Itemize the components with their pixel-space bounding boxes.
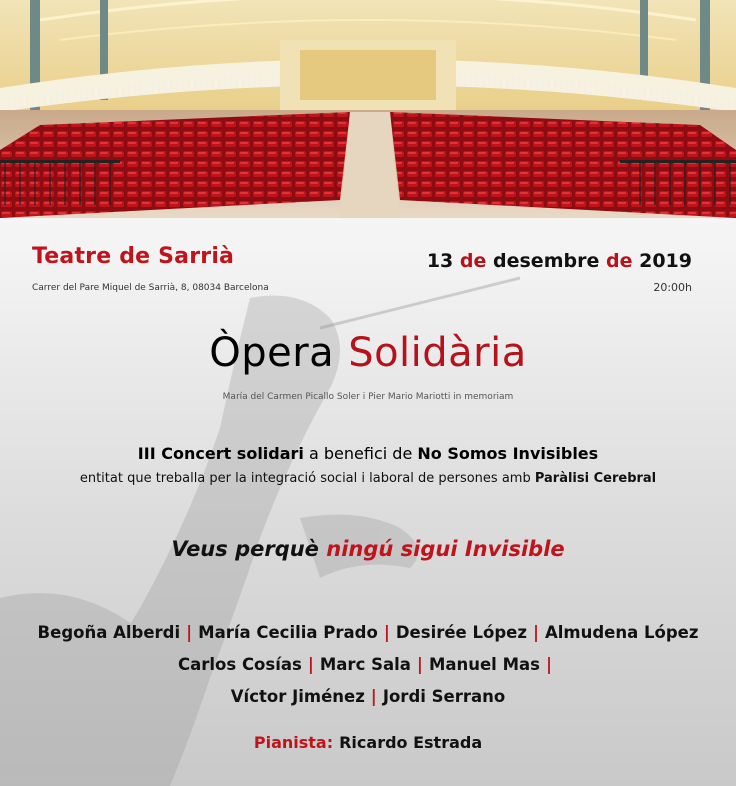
- date-de-2: de: [605, 250, 633, 272]
- artist-name: Carlos Cosías: [178, 655, 302, 674]
- venue-address: Carrer del Pare Miquel de Sarrià, 8, 08034 Barcelona: [32, 283, 269, 293]
- event-date: [427, 250, 692, 272]
- venue-name: Teatre de Sarrià: [32, 244, 235, 269]
- title-word-2: Solidària: [348, 330, 527, 376]
- artist-name: Desirée López: [395, 623, 527, 642]
- date-de-1: de: [459, 250, 487, 272]
- artist-name: Manuel Mas: [428, 655, 540, 674]
- concert-desc: entitat que treballa per la integració social i laboral de persones amb: [79, 471, 531, 486]
- artist-name: Begoña Alberdi: [37, 623, 181, 642]
- artist-name: Víctor Jiménez: [230, 687, 365, 706]
- artist-separator: |: [307, 655, 314, 674]
- concert-org: No Somos Invisibles: [417, 444, 599, 463]
- concert-line-2: [0, 471, 736, 486]
- artist-name: Marc Sala: [319, 655, 411, 674]
- artist-name: María Cecilia Prado: [198, 623, 378, 642]
- artist-separator: |: [383, 623, 390, 642]
- memoriam-line: María del Carmen Picallo Soler i Pier Mario Mariotti in memoriam: [222, 392, 514, 402]
- artist-separator: |: [186, 623, 193, 642]
- pianist-label: Pianista:: [253, 733, 334, 752]
- title-word-1: Òpera: [209, 330, 335, 376]
- date-month: desembre: [493, 250, 600, 272]
- pianist-name: Ricardo Estrada: [339, 733, 483, 752]
- artists-list: [0, 617, 736, 713]
- slogan-part-1: Veus perquè: [171, 537, 319, 561]
- artist-separator: |: [532, 623, 539, 642]
- concert-condition: Paràlisi Cerebral: [534, 471, 657, 486]
- artist-separator: |: [545, 655, 552, 674]
- artist-separator: |: [416, 655, 423, 674]
- artists-row-3: [0, 681, 736, 713]
- date-day: 13: [426, 250, 454, 272]
- artists-row-1: [0, 617, 736, 649]
- artist-name: Almudena López: [544, 623, 699, 642]
- event-time: 20:00h: [653, 281, 692, 294]
- concert-line-1: [0, 444, 736, 463]
- artist-name: Jordi Serrano: [382, 687, 506, 706]
- artists-row-2: [0, 649, 736, 681]
- pianist-line: [0, 733, 736, 752]
- slogan-part-2: ningú sigui Invisible: [326, 537, 565, 561]
- slogan: [0, 537, 736, 561]
- event-title: [0, 330, 736, 376]
- artist-separator: |: [370, 687, 377, 706]
- concert-middle: a benefici de: [309, 444, 413, 463]
- concert-name: III Concert solidari: [137, 444, 304, 463]
- theatre-auditorium-photo: [0, 0, 736, 218]
- date-year: 2019: [639, 250, 692, 272]
